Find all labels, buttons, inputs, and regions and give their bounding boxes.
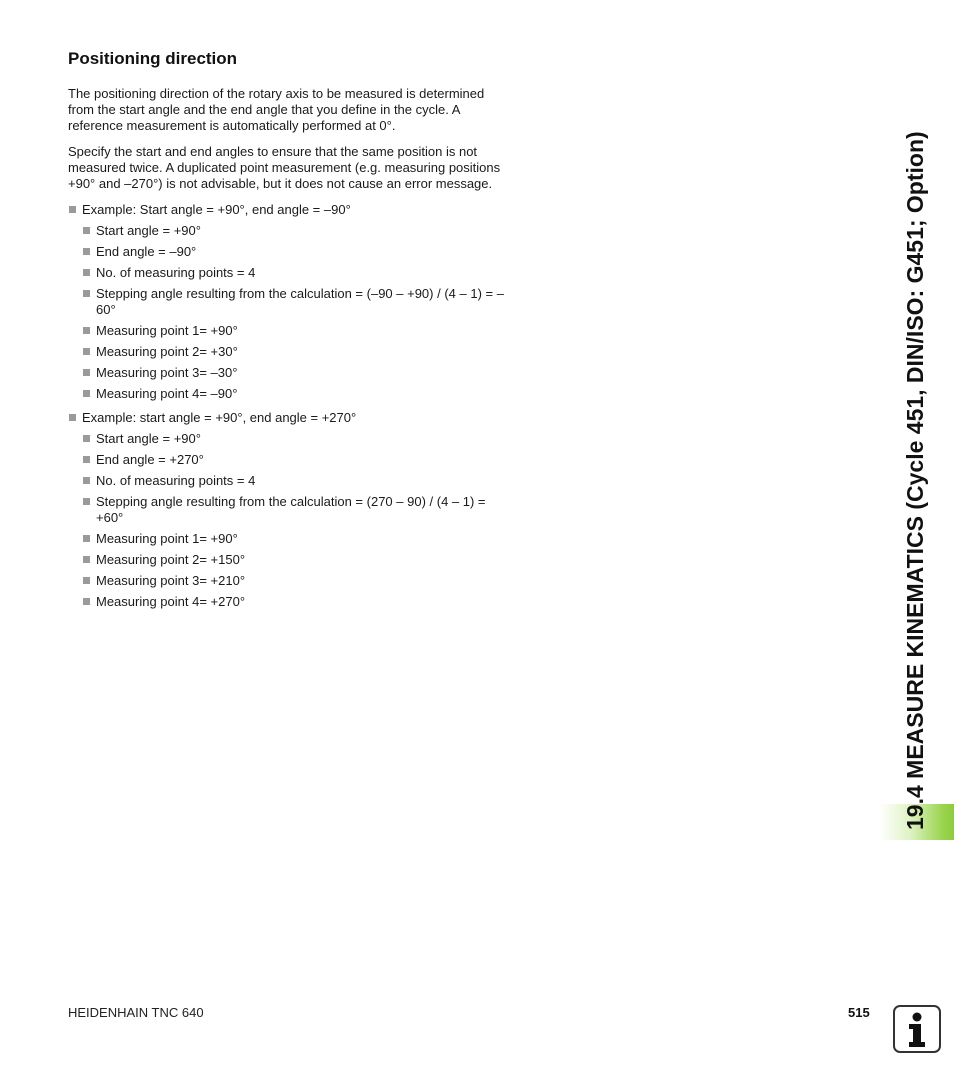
chapter-side-title: 19.4 MEASURE KINEMATICS (Cycle 451, DIN/ISO: G451; Option)	[902, 131, 928, 830]
list-item-text: Measuring point 1= +90°	[96, 323, 238, 338]
list-item-text: No. of measuring points = 4	[96, 265, 256, 280]
bullet-square-icon	[83, 227, 90, 234]
bullet-square-icon	[69, 206, 76, 213]
paragraph: The positioning direction of the rotary axis to be measured is determined from the start angle and the end angle that you define in the cycle. A reference measurement is automatically performed at 0°.	[68, 86, 485, 133]
list-item	[68, 344, 513, 360]
list-item	[68, 594, 513, 610]
paragraph: Specify the start and end angles to ensure that the same position is not measured twice. A duplicated point measurement (e.g. measuring positions +90° and –270°) is not advisable, but it does not cause an error message.	[68, 144, 501, 191]
bullet-square-icon	[83, 327, 90, 334]
bullet-square-icon	[83, 456, 90, 463]
list-item	[68, 452, 513, 468]
list-item	[68, 552, 513, 568]
bullet-square-icon	[83, 598, 90, 605]
list-item-text: End angle = +270°	[96, 452, 204, 467]
bullet-square-icon	[83, 577, 90, 584]
list-item	[68, 473, 513, 489]
bullet-square-icon	[83, 269, 90, 276]
list-item	[68, 265, 513, 281]
list-item-text: Start angle = +90°	[96, 223, 201, 238]
list-item-text: Measuring point 2= +150°	[96, 552, 246, 567]
bullet-square-icon	[83, 290, 90, 297]
list-item	[68, 365, 513, 381]
info-glyph-icon	[895, 1007, 939, 1051]
list-item-text: No. of measuring points = 4	[96, 473, 256, 488]
bullet-square-icon	[83, 248, 90, 255]
list-item-text: Measuring point 4= –90°	[96, 386, 238, 401]
list-item-text: Start angle = +90°	[96, 431, 201, 446]
list-item	[68, 223, 513, 239]
example-title: Example: Start angle = +90°, end angle = –90°	[82, 202, 351, 217]
list-item-text: Measuring point 1= +90°	[96, 531, 238, 546]
info-icon	[893, 1005, 941, 1053]
bullet-square-icon	[83, 498, 90, 505]
bullet-square-icon	[83, 348, 90, 355]
list-item-text: Measuring point 2= +30°	[96, 344, 238, 359]
bullet-square-icon	[83, 369, 90, 376]
list-item	[68, 573, 513, 589]
bullet-square-icon	[83, 477, 90, 484]
footer-product-name: HEIDENHAIN TNC 640	[68, 1005, 204, 1020]
list-item-text: Stepping angle resulting from the calculation = (270 – 90) / (4 – 1) = +60°	[96, 494, 486, 525]
example-item	[68, 202, 513, 218]
bullet-square-icon	[83, 535, 90, 542]
list-item	[68, 286, 513, 318]
list-item-text: Stepping angle resulting from the calculation = (–90 – +90) / (4 – 1) = –60°	[96, 286, 504, 317]
page-number: 515	[848, 1005, 870, 1020]
list-item-text: Measuring point 3= +210°	[96, 573, 246, 588]
list-item-text: End angle = –90°	[96, 244, 197, 259]
list-item-text: Measuring point 3= –30°	[96, 365, 238, 380]
list-item-text: Measuring point 4= +270°	[96, 594, 246, 609]
bullet-square-icon	[69, 414, 76, 421]
list-item	[68, 431, 513, 447]
list-item	[68, 386, 513, 402]
list-item	[68, 244, 513, 260]
bullet-square-icon	[83, 390, 90, 397]
list-item	[68, 494, 513, 526]
section-heading: Positioning direction	[68, 49, 238, 68]
list-item	[68, 323, 513, 339]
bullet-square-icon	[83, 556, 90, 563]
list-item	[68, 531, 513, 547]
body-content	[68, 86, 513, 615]
example-item	[68, 410, 513, 426]
bullet-square-icon	[83, 435, 90, 442]
example-title: Example: start angle = +90°, end angle = +270°	[82, 410, 357, 425]
